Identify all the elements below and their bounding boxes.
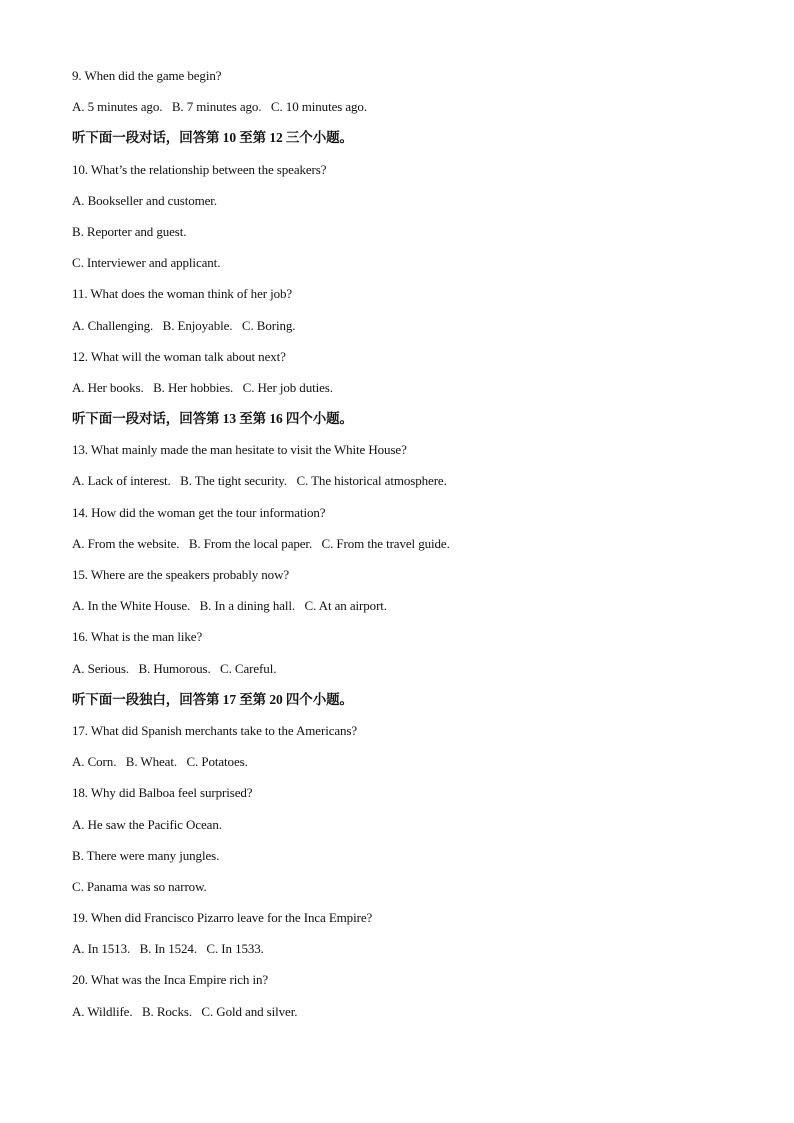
document-page — [72, 66, 752, 1033]
question-10: 10. What’s the relationship between the speakers? — [72, 161, 327, 177]
options-20: A. Wildlife. B. Rocks. C. Gold and silver. — [72, 1003, 298, 1019]
section-heading-10-12: 听下面一段对话，回答第 10 至第 12 三个小题。 — [72, 130, 353, 146]
question-15: 15. Where are the speakers probably now? — [72, 567, 290, 582]
options-11: A. Challenging. B. Enjoyable. C. Boring. — [72, 317, 296, 333]
option-18-a: A. He saw the Pacific Ocean. — [72, 816, 222, 832]
question-16: 16. What is the man like? — [72, 629, 203, 645]
options-9: A. 5 minutes ago. B. 7 minutes ago. C. 10 minutes ago. — [72, 99, 367, 115]
options-17: A. Corn. B. Wheat. C. Potatoes. — [72, 754, 248, 770]
options-15: A. In the White House. B. In a dining hall. C. At an airport. — [72, 598, 387, 614]
question-13: 13. What mainly made the man hesitate to visit the White House? — [72, 442, 407, 458]
question-14: 14. How did the woman get the tour information? — [72, 504, 326, 520]
question-12: 12. What will the woman talk about next? — [72, 348, 286, 364]
option-10-a: A. Bookseller and customer. — [72, 192, 217, 208]
option-10-c: C. Interviewer and applicant. — [72, 255, 221, 271]
options-13: A. Lack of interest. B. The tight security. C. The historical atmosphere. — [72, 473, 447, 489]
question-17: 17. What did Spanish merchants take to the Americans? — [72, 722, 358, 738]
option-18-c: C. Panama was so narrow. — [72, 878, 207, 894]
option-18-b: B. There were many jungles. — [72, 847, 220, 863]
question-19: 19. When did Francisco Pizarro leave for the Inca Empire? — [72, 910, 373, 926]
section-heading-17-20: 听下面一段独白，回答第 17 至第 20 四个小题。 — [72, 691, 353, 707]
question-9: 9. When did the game begin? — [72, 68, 222, 83]
question-20: 20. What was the Inca Empire rich in? — [72, 972, 269, 988]
options-19: A. In 1513. B. In 1524. C. In 1533. — [72, 941, 264, 957]
question-18: 18. Why did Balboa feel surprised? — [72, 785, 253, 801]
section-heading-13-16: 听下面一段对话，回答第 13 至第 16 四个小题。 — [72, 411, 353, 427]
question-11: 11. What does the woman think of her job? — [72, 286, 293, 302]
option-10-b: B. Reporter and guest. — [72, 223, 187, 239]
options-16: A. Serious. B. Humorous. C. Careful. — [72, 660, 277, 676]
options-14: A. From the website. B. From the local paper. C. From the travel guide. — [72, 535, 450, 551]
options-12: A. Her books. B. Her hobbies. C. Her job duties. — [72, 379, 333, 395]
